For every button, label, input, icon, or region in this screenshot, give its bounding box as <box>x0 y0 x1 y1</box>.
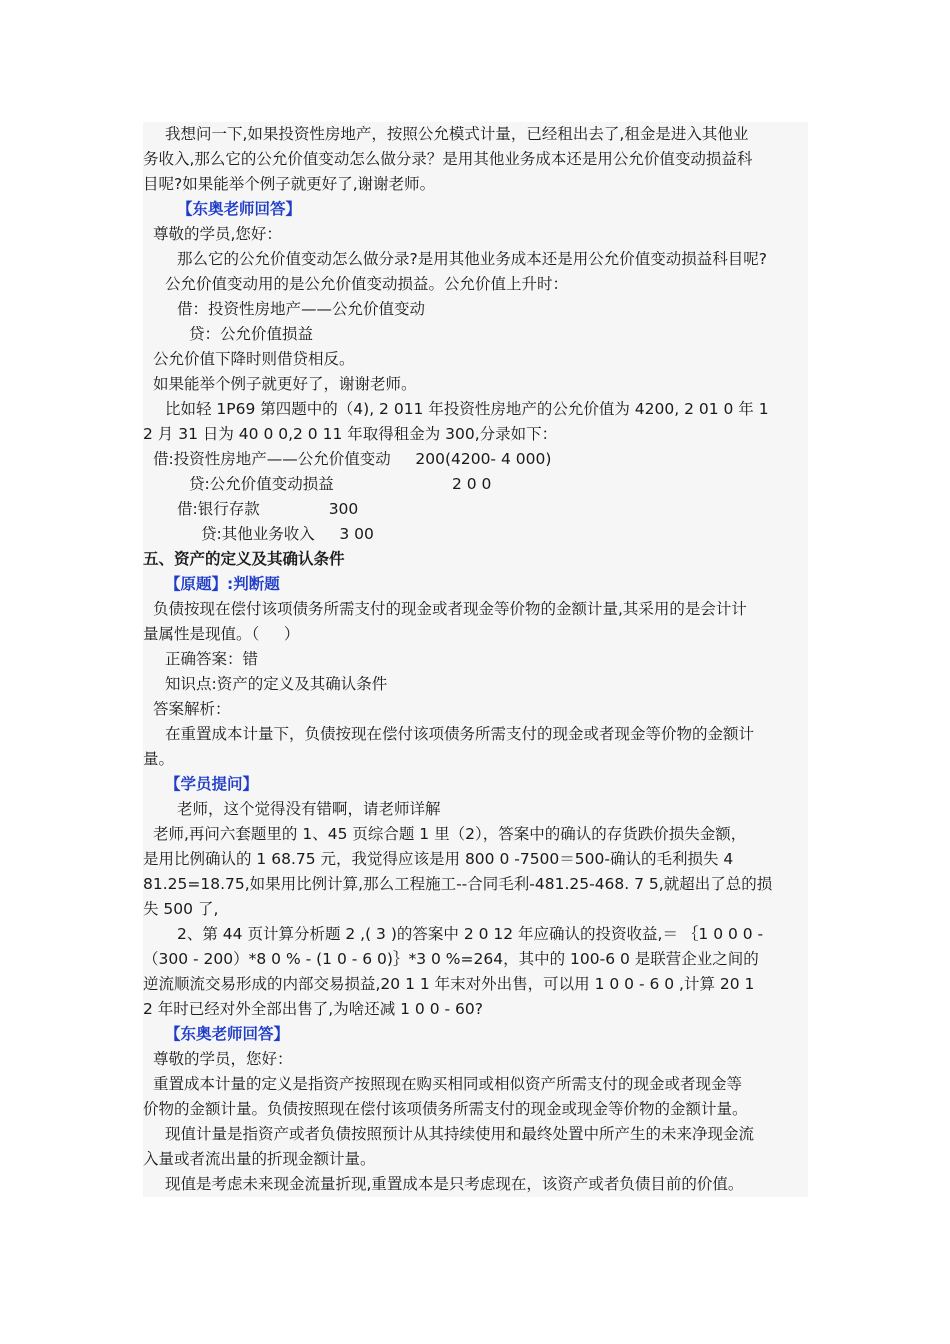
text-line: 正确答案：错 <box>165 650 259 668</box>
text-line: 81.25=18.75,如果用比例计算,那么工程施工--合同毛利-481.25-468. 7 5,就超出了总的损 <box>143 875 773 893</box>
text-line: 现值是考虑未来现金流量折现,重置成本是只考虑现在，该资产或者负债目前的价值。 <box>165 1175 744 1193</box>
text-line: 贷:公允价值变动损益 2 0 0 <box>189 475 492 493</box>
text-line: 量。 <box>143 750 175 768</box>
text-line: 借:投资性房地产——公允价值变动 200(4200- 4 000) <box>153 450 552 468</box>
text-line: 逆流顺流交易形成的内部交易损益,20 1 1 年末对外出售，可以用 1 0 0 - 6 0 ,计算 20 1 <box>143 975 755 993</box>
text-line: 贷：公允价值损益 <box>189 325 314 343</box>
text-line: （300 - 200）*8 0 % - (1 0 - 6 0)｝*3 0 %=264，其中的 100-6 0 是联营企业之间的 <box>143 950 759 968</box>
text-line: 现值计量是指资产或者负债按照预计从其持续使用和最终处置中所产生的未来净现金流 <box>165 1125 755 1143</box>
text-line: 入量或者流出量的折现金额计量。 <box>143 1150 376 1168</box>
text-line: 公允价值变动用的是公允价值变动损益。公允价值上升时： <box>165 275 569 293</box>
text-line: 尊敬的学员,您好： <box>153 225 282 243</box>
text-line: 失 500 了, <box>143 900 219 918</box>
text-line: 比如轻 1P69 第四题中的（4), 2 011 年投资性房地产的公允价值为 4200, 2 01 0 年 1 <box>165 400 769 418</box>
text-line: 老师,再问六套题里的 1、45 页综合题 1 里（2），答案中的确认的存货跌价损失金额， <box>153 825 747 843</box>
section-heading: 五、资产的定义及其确认条件 <box>143 550 345 568</box>
text-line: 尊敬的学员，您好： <box>153 1050 293 1068</box>
text-line: 是用比例确认的 1 68.75 元，我觉得应该是用 800 0 -7500＝500-确认的毛利损失 4 <box>143 850 734 868</box>
section-label: 【东奥老师回答】 <box>177 200 302 218</box>
text-line: 知识点:资产的定义及其确认条件 <box>165 675 388 693</box>
text-line: 在重置成本计量下，负债按现在偿付该项债务所需支付的现金或者现金等价物的金额计 <box>165 725 755 743</box>
text-line: 务收入,那么它的公允价值变动怎么做分录？是用其他业务成本还是用公允价值变动损益科 <box>143 150 753 168</box>
text-line: 重置成本计量的定义是指资产按照现在购买相同或相似资产所需支付的现金或者现金等 <box>153 1075 743 1093</box>
text-line: 公允价值下降时则借贷相反。 <box>153 350 355 368</box>
text-line: 目呢?如果能举个例子就更好了,谢谢老师。 <box>143 175 436 193</box>
section-label: 【学员提问】 <box>165 775 259 793</box>
text-line: 贷:其他业务收入 3 00 <box>201 525 374 543</box>
text-line: 2 月 31 日为 40 0 0,2 0 11 年取得租金为 300,分录如下： <box>143 425 558 443</box>
text-line: 答案解析： <box>153 700 231 718</box>
text-line: 老师，这个觉得没有错啊，请老师详解 <box>177 800 441 818</box>
document-body <box>143 122 808 1197</box>
text-line: 量属性是现值。（ ） <box>143 625 300 643</box>
text-line: 负债按现在偿付该项债务所需支付的现金或者现金等价物的金额计量,其采用的是会计计 <box>153 600 747 618</box>
text-line: 价物的金额计量。负债按照现在偿付该项债务所需支付的现金或现金等价物的金额计量。 <box>143 1100 748 1118</box>
text-line: 借:银行存款 300 <box>177 500 359 518</box>
text-line: 借：投资性房地产——公允价值变动 <box>177 300 426 318</box>
section-label: 【原题】:判断题 <box>165 575 280 593</box>
text-line: 那么它的公允价值变动怎么做分录?是用其他业务成本还是用公允价值变动损益科目呢? <box>177 250 767 268</box>
text-line: 我想问一下,如果投资性房地产，按照公允模式计量，已经租出去了,租金是进入其他业 <box>165 125 749 143</box>
text-line: 2、第 44 页计算分析题 2 ,( 3 )的答案中 2 0 12 年应确认的投资收益,＝ ｛1 0 0 0 - <box>177 925 764 943</box>
text-line: 2 年时已经对外全部出售了,为啥还减 1 0 0 - 60? <box>143 1000 483 1018</box>
section-label: 【东奥老师回答】 <box>165 1025 290 1043</box>
text-line: 如果能举个例子就更好了，谢谢老师。 <box>153 375 417 393</box>
